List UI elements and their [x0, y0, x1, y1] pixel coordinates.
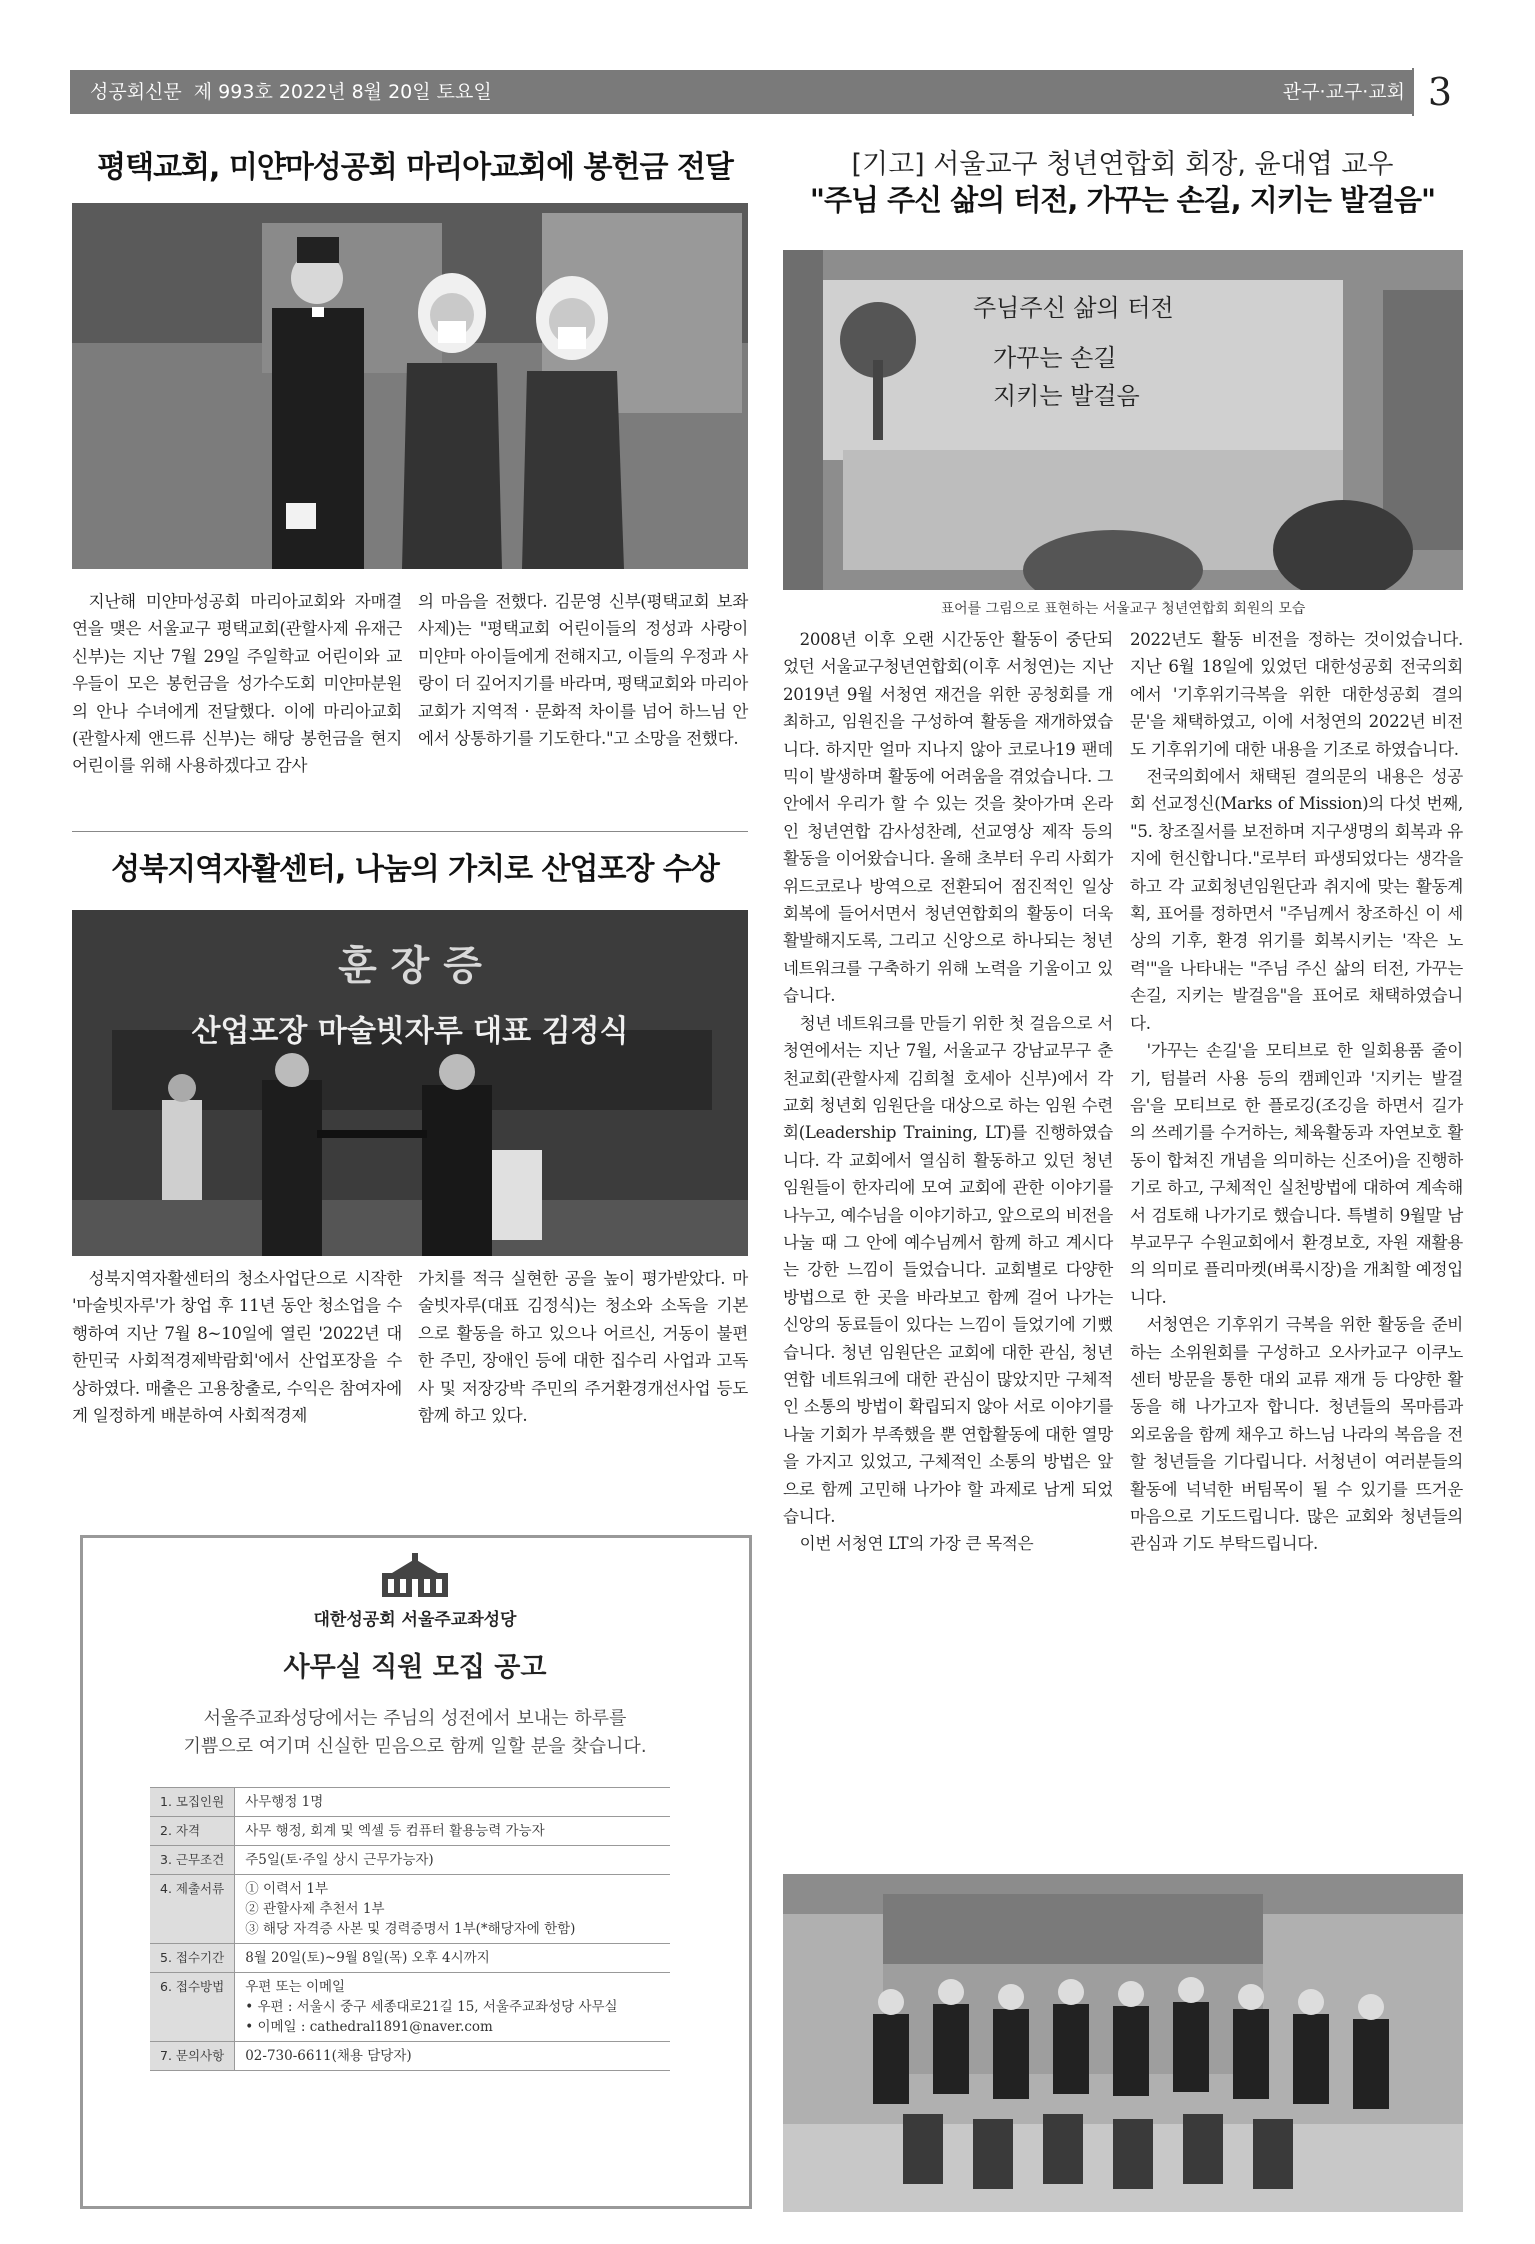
article3-photo — [783, 250, 1463, 590]
article2-col2: 가치를 적극 실현한 공을 높이 평가받았다. 마술빗자루(대표 김정식)는 청소와 소독을 기본으로 활동을 하고 있으나 어르신, 거동이 불편한 주민, 장애인 등에 대한 집수리 사업과 고독사 및 저장강박 주민의 주거환경개선사업 등도 함께 하고 있다. — [418, 1269, 748, 1426]
article2-col1: 성북지역자활센터의 청소사업단으로 시작한 '마술빗자루'가 창업 후 11년 동안 청소업을 수행하여 지난 7월 8~10일에 열린 '2022년 대한민국 사회적경제박람회'에서 산업포장을 수상하였다. 매출은 고용창출로, 수익은 참여자에게 일정하게 배분하여 사회적경제 — [72, 1269, 402, 1426]
ad-row — [150, 1875, 670, 1944]
article1-photo — [72, 203, 748, 569]
ad-row-value-line: ② 관할사제 추천서 1부 — [245, 1901, 385, 1917]
ad-row-value-line: 사무 행정, 회계 및 엑셀 등 컴퓨터 활용능력 가능자 — [245, 1823, 545, 1839]
ad-row-value — [235, 1944, 670, 1973]
article2-headline: 성북지역자활센터, 나눔의 가치로 산업포장 수상 — [111, 852, 719, 887]
award-subtitle: 산업포장 마술빗자루 대표 김정식 — [191, 1014, 629, 1049]
sign-line3: 지키는 발걸음 — [993, 382, 1140, 410]
article1-col1: 지난해 미얀마성공회 마리아교회와 자매결연을 맺은 서울교구 평택교회(관할사제 유재근 신부)는 지난 7월 29일 주일학교 어린이와 교우들이 모은 봉헌금을 성가수도회 미얀마분원의 안나 수녀에게 전달했다. 이에 마리아교회(관할사제 앤드류 신부)는 해당 봉헌금을 현지 어린이를 위해 사용하겠다고 감사 — [72, 592, 402, 776]
article3-headline: "주님 주신 삶의 터전, 가꾸는 손길, 지키는 발걸음" — [809, 183, 1436, 217]
sign-line2: 가꾸는 손길 — [993, 344, 1117, 372]
ad-row-value — [235, 1973, 670, 2042]
article3-group-photo — [783, 1874, 1463, 2212]
article3-col1: 2008년 이후 오랜 시간동안 활동이 중단되었던 서울교구청년연합회(이후 서청연)는 지난 2019년 9월 서청연 재건을 위한 공청회를 개최하고, 임원진을 구성하여 활동을 재개하였습니다. 하지만 얼마 지나지 않아 코로나19 팬데믹이 발생하며 활동에 어려움을 겪었습니다. 그 안에서 우리가 할 수 있는 것을 찾아가며 온라인 청년연합 감사성찬례, 선교영상 제작 등의 활동을 이어왔습니다. 올해 초부터 우리 사회가 위드코로나 방역으로 전환되어 점진적인 일상 회복에 들어서면서 청년연합회의 활동이 더욱 활발해지도록, 그리고 신앙으로 하나되는 청년 네트워크를 구축하기 위해 노력을 기울이고 있습니다. 청년 네트워크를 만들기 위한 첫 걸음으로 서청연에서는 지난 7월, 서울교구 강남교무구 춘천교회(관할사제 김희철 호세아 신부)에서 각 교회 청년회 임원단을 대상으로 하는 임원 수련회(Leadership Training, LT)를 진행하였습니다. 각 교회에서 열심히 활동하고 있던 청년 임원들이 한자리에 모여 교회에 관한 이야기를 나누고, 예수님을 이야기하고, 앞으로의 비전을 나눌 때 그 안에 예수님께서 함께 하고 계시다는 강한 느낌이 들었습니다. 교회별로 다양한 방법으로 한 곳을 바라보고 함께 걸어 나가는 신앙의 동료들이 있다는 느낌이 들었기에 기뻤습니다. 청년 임원단은 교회에 대한 관심, 청년 연합 네트워크에 대한 관심이 많았지만 구체적인 소통의 방법이 확립되지 않아 서로 이야기를 나눌 기회가 부족했을 뿐 연합활동에 대한 열망을 가지고 있었고, 구체적인 소통의 방법은 앞으로 함께 고민해 나가야 할 과제로 남게 되었습니다. 이번 서청연 LT의 가장 큰 목적은 — [783, 630, 1113, 1554]
ad-org: 대한성공회 서울주교좌성당 — [313, 1610, 517, 1630]
ad-details-table — [150, 1787, 670, 2071]
award-title: 훈 장 증 — [338, 943, 482, 989]
article1-headline: 평택교회, 미얀마성공회 마리아교회에 봉헌금 전달 — [97, 150, 733, 185]
ad-row-value-line: 우편 또는 이메일 — [245, 1979, 346, 1995]
ad-row-key: 7. 문의사항 — [150, 2042, 235, 2071]
sign-line1: 주님주신 삶의 터전 — [973, 294, 1174, 322]
ad-intro: 서울주교좌성당에서는 주님의 성전에서 보내는 하루를 기쁨으로 여기며 신실한 믿음으로 함께 일할 분을 찾습니다. — [183, 1708, 647, 1757]
ad-row-value-line: 02-730-6611(채용 담당자) — [245, 2048, 412, 2064]
ad-row-value-line: 사무행정 1명 — [245, 1794, 324, 1810]
section-divider — [72, 831, 748, 832]
ad-row-value-line: ① 이력서 1부 — [245, 1881, 329, 1897]
article1-col2: 의 마음을 전했다. 김문영 신부(평택교회 보좌사제)는 "평택교회 어린이들의 정성과 사랑이 미얀마 아이들에게 전해지고, 이들의 우정과 사랑이 더 깊어지기를 바라며, 평택교회와 마리아교회가 지역적 · 문화적 차이를 넘어 하느님 안에서 상통하기를 기도한다."고 소망을 전했다. — [418, 592, 748, 749]
article2-photo — [72, 910, 748, 1256]
ad-row — [150, 1973, 670, 2042]
issue-info: 제 993호 2022년 8월 20일 토요일 — [193, 81, 492, 103]
paper-name: 성공회신문 — [90, 81, 182, 103]
ad-row-value — [235, 1788, 670, 1817]
ad-row-value-line: • 우편 : 서울시 중구 세종대로21길 15, 서울주교좌성당 사무실 — [245, 1999, 618, 2015]
ad-row-value-line: • 이메일 : cathedral1891@naver.com — [245, 2019, 493, 2035]
ad-row-value — [235, 1846, 670, 1875]
ad-row-value-line: 8월 20일(토)~9월 8일(목) 오후 4시까지 — [245, 1950, 490, 1966]
ad-row-key: 5. 접수기간 — [150, 1944, 235, 1973]
ad-row — [150, 2042, 670, 2071]
ad-row-key: 3. 근무조건 — [150, 1846, 235, 1875]
ad-row-key: 2. 자격 — [150, 1817, 235, 1846]
ad-row-value-line: 주5일(토·주일 상시 근무가능자) — [245, 1852, 434, 1868]
article3-col2: 2022년도 활동 비전을 정하는 것이었습니다. 지난 6월 18일에 있었던 대한성공회 전국의회에서 '기후위기극복을 위한 대한성공회 결의문'을 채택하였고, 이에 서청연의 2022년 비전도 기후위기에 대한 내용을 기조로 하였습니다. 전국의회에서 채택된 결의문의 내용은 성공회 선교정신(Marks of Mission)의 다섯 번째, "5. 창조질서를 보전하며 지구생명의 회복과 유지에 헌신합니다."로부터 파생되었다는 생각을 하고 각 교회청년임원단과 취지에 맞는 활동계획, 표어를 정하면서 "주님께서 창조하신 이 세상의 기후, 환경 위기를 회복시키는 '작은 노력'"을 나타내는 "주님 주신 삶의 터전, 가꾸는 손길, 지키는 발걸음"을 표어로 채택하였습니다. '가꾸는 손길'을 모티브로 한 일회용품 줄이기, 텀블러 사용 등의 캠페인과 '지키는 발걸음'을 모티브로 한 플로깅(조깅을 하면서 길가의 쓰레기를 수거하는, 체육활동과 자연보호 활동이 합쳐진 개념을 의미하는 신조어)을 진행하기로 하고, 구체적인 실천방법에 대하여 계속해서 검토해 나가기로 했습니다. 특별히 9월말 남부교무구 수원교회에서 환경보호, 자원 재활용의 의미로 플리마켓(벼룩시장)을 개최할 예정입니다. 서청연은 기후위기 극복을 위한 활동을 준비하는 소위원회를 구성하고 오사카교구 이쿠노센터 방문을 통한 대외 교류 재개 등 다양한 활동을 해 나가고자 합니다. 청년들의 목마름과 외로움을 함께 채우고 하느님 나라의 복음을 전할 청년들을 기다립니다. 서청년이 여러분들의 활동에 넉넉한 버팀목이 될 수 있기를 뜨거운 마음으로 기도드립니다. 많은 교회와 청년들의 관심과 기도 부탁드립니다. — [1130, 630, 1463, 1554]
article3-kicker: [기고] 서울교구 청년연합회 회장, 윤대엽 교우 — [851, 149, 1394, 180]
cathedral-logo-icon — [380, 1553, 450, 1599]
ad-row-key: 1. 모집인원 — [150, 1788, 235, 1817]
ad-row-value-line: ③ 해당 자격증 사본 및 경력증명서 1부(*해당자에 한함) — [245, 1921, 576, 1937]
ad-row-key: 4. 제출서류 — [150, 1875, 235, 1944]
ad-row-value — [235, 1875, 670, 1944]
section-name: 관구·교구·교회 — [1282, 81, 1405, 103]
ad-row — [150, 1944, 670, 1973]
ad-title: 사무실 직원 모집 공고 — [283, 1652, 547, 1683]
ad-row-value — [235, 2042, 670, 2071]
ad-row — [150, 1846, 670, 1875]
page-number: 3 — [1412, 68, 1466, 116]
article3-caption: 표어를 그림으로 표현하는 서울교구 청년연합회 회원의 모습 — [940, 601, 1306, 617]
header-left — [90, 76, 492, 108]
ad-row — [150, 1817, 670, 1846]
ad-row-value — [235, 1817, 670, 1846]
ad-row — [150, 1788, 670, 1817]
ad-row-key: 6. 접수방법 — [150, 1973, 235, 2042]
